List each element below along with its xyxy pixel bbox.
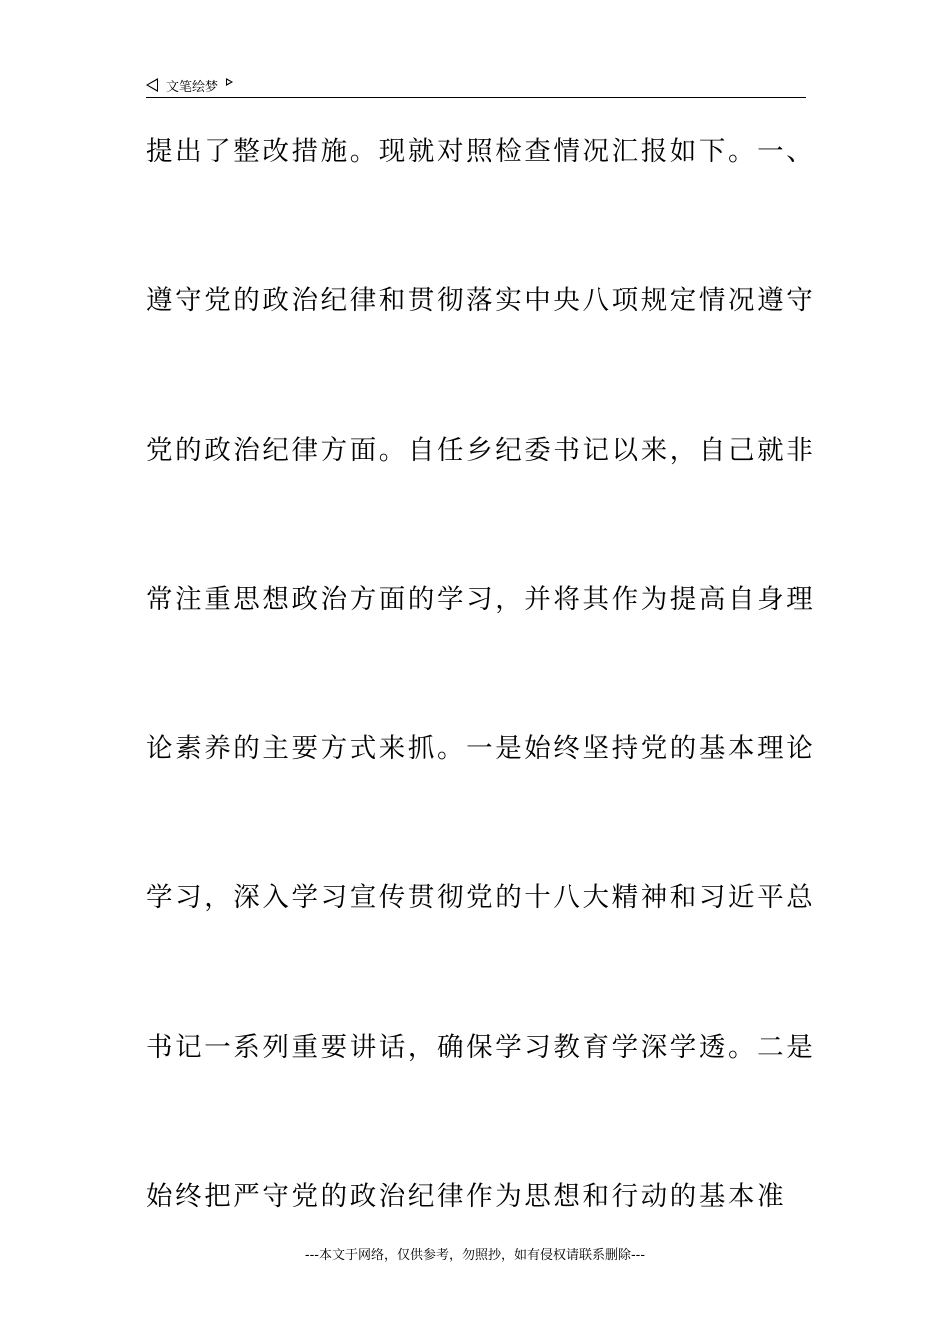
footer-disclaimer: ---本文于网络，仅供参考，勿照抄，如有侵权请联系删除--- bbox=[304, 1248, 646, 1263]
body-line: 常注重思想政治方面的学习，并将其作为提高自身理 bbox=[146, 583, 816, 615]
header-divider bbox=[146, 97, 806, 98]
document-body bbox=[146, 126, 816, 1320]
body-line: 书记一系列重要讲话，确保学习教育学深学透。二是 bbox=[146, 1031, 816, 1063]
body-line: 提出了整改措施。现就对照检查情况汇报如下。一、 bbox=[146, 136, 816, 167]
header-title: 文笔绘梦 bbox=[166, 79, 219, 95]
left-triangle-icon bbox=[146, 78, 158, 92]
body-line: 学习，深入学习宣传贯彻党的十八大精神和习近平总 bbox=[146, 882, 816, 914]
body-line: 始终把严守党的政治纪律作为思想和行动的基本准 bbox=[146, 1181, 787, 1213]
body-line: 论素养的主要方式来抓。一是始终坚持党的基本理论 bbox=[146, 733, 816, 765]
page-header bbox=[146, 74, 233, 96]
body-line: 党的政治纪律方面。自任乡纪委书记以来，自己就非 bbox=[146, 434, 816, 466]
right-triangle-icon bbox=[226, 78, 233, 86]
body-line: 遵守党的政治纪律和贯彻落实中央八项规定情况遵守 bbox=[146, 285, 816, 317]
